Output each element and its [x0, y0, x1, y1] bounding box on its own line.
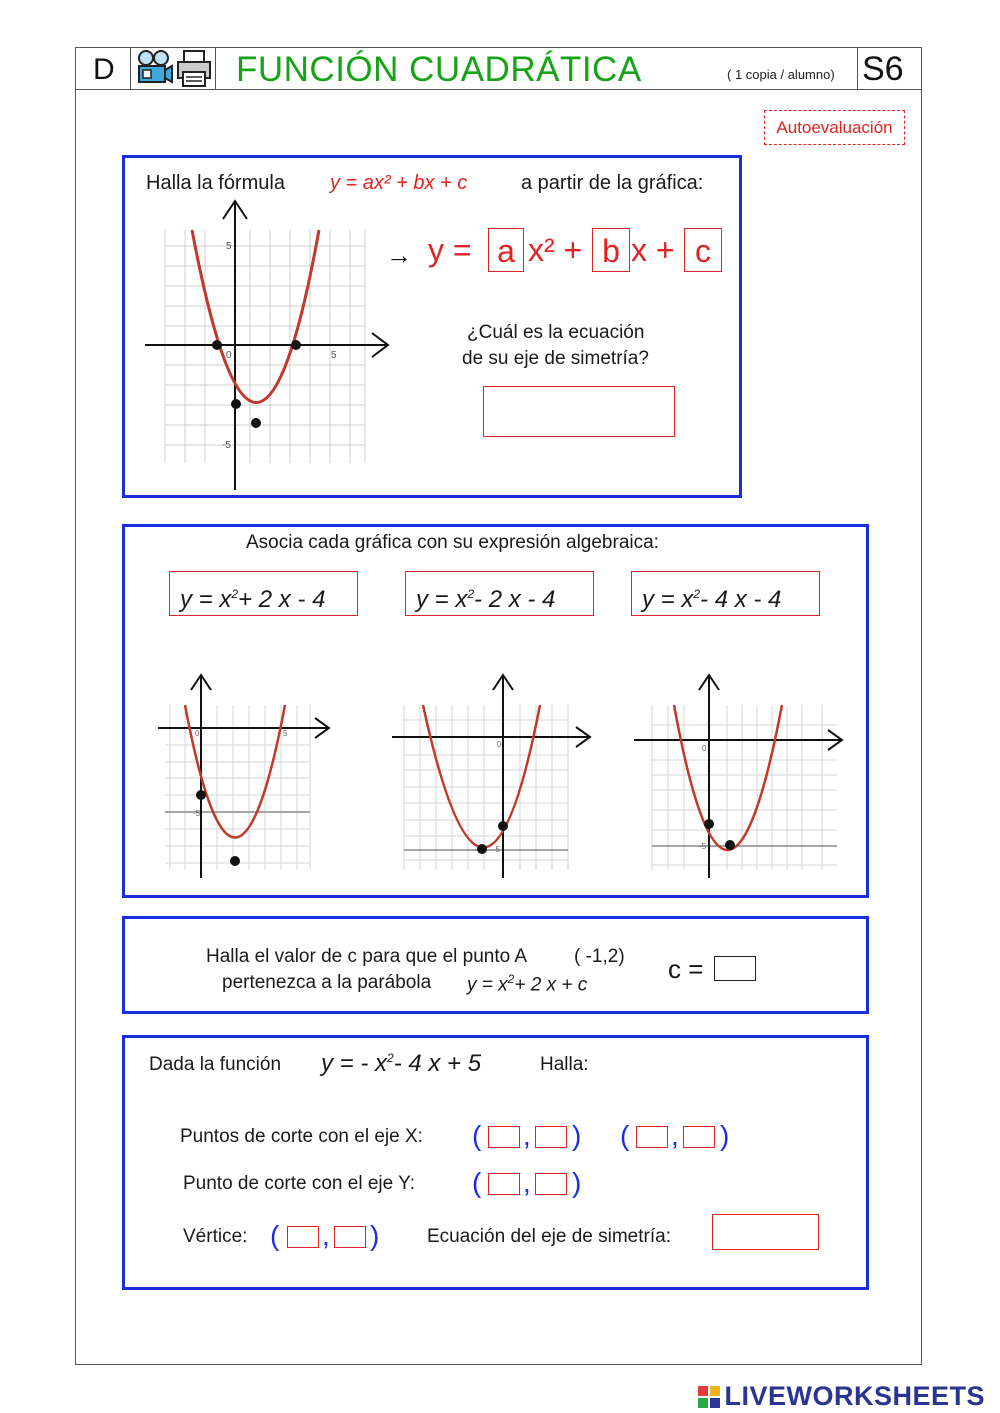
s4-x2-x-input[interactable] — [636, 1126, 668, 1148]
s4-y-comma: , — [523, 1167, 531, 1198]
header-letter: D — [93, 53, 115, 86]
s4-v-y-input[interactable] — [334, 1226, 366, 1248]
brand-name: LIVEWORKSHEETS — [724, 1381, 985, 1411]
s1-question-line2: de su eje de simetría? — [462, 348, 649, 369]
liveworksheets-mark-icon — [698, 1386, 720, 1408]
s1-point-root-left — [212, 340, 222, 350]
autoevaluacion-button[interactable]: Autoevaluación — [764, 110, 905, 145]
s1-tick-origin: 0 — [226, 350, 232, 361]
s4-y-y-input[interactable] — [535, 1173, 567, 1195]
s1-formula: y = ax² + bx + c — [330, 172, 468, 194]
sheet-code: S6 — [862, 50, 904, 88]
s2-opt2-exp: 2 — [467, 587, 475, 601]
s4-v-open: ( — [270, 1220, 280, 1251]
s1-tick-ym5: -5 — [222, 440, 231, 451]
s1-box-b[interactable]: b — [592, 228, 630, 272]
s1-symmetry-answer-input[interactable] — [483, 386, 675, 437]
s1-x2-term: x² + — [528, 232, 583, 268]
s2-g1-tick-x: 5 — [283, 729, 288, 738]
page-title: FUNCIÓN CUADRÁTICA — [236, 50, 642, 89]
header-icons-cell — [131, 47, 216, 90]
s1-box-c[interactable]: c — [684, 228, 722, 272]
s4-v-x-input[interactable] — [287, 1226, 319, 1248]
s4-y-x-input[interactable] — [488, 1173, 520, 1195]
s4-x1-comma: , — [523, 1120, 531, 1151]
s4-function — [321, 1050, 481, 1078]
s4-function-post: - 4 x + 5 — [393, 1050, 482, 1077]
s4-v-close: ) — [370, 1220, 380, 1251]
s3-c-label: c = — [668, 954, 704, 984]
s1-question-line1: ¿Cuál es la ecuación — [467, 322, 645, 343]
s1-tick-x5: 5 — [331, 350, 337, 361]
s4-dada: Dada la función — [149, 1054, 282, 1075]
s1-box-a[interactable]: a — [488, 228, 524, 272]
s3-point: ( -1,2) — [574, 946, 625, 967]
s1-prompt: Halla la fórmula — [146, 172, 285, 194]
s4-x2-close: ) — [720, 1120, 730, 1151]
s2-g3-point-y-intercept — [704, 819, 714, 829]
s2-g1-point-y-intercept — [196, 790, 206, 800]
s2-graph-2[interactable] — [390, 670, 595, 880]
header-divider-right — [857, 47, 858, 90]
s2-opt2-pre: y = x — [416, 586, 468, 613]
s2-opt3-pre: y = x — [642, 586, 694, 613]
s1-point-root-right — [291, 340, 301, 350]
s2-option-2[interactable] — [405, 571, 594, 616]
s2-g3-tick-y: -5 — [699, 842, 707, 851]
s1-parabola-curve — [192, 230, 319, 403]
s2-g2-point-vertex — [477, 844, 487, 854]
projector-icon — [134, 48, 174, 88]
s4-x1-y-input[interactable] — [535, 1126, 567, 1148]
printer-icon — [174, 48, 214, 88]
s4-x2-y-input[interactable] — [683, 1126, 715, 1148]
s3-formula-post: + 2 x + c — [514, 974, 588, 996]
s4-y-close: ) — [572, 1167, 582, 1198]
s2-g2-tick-y: -5 — [493, 845, 501, 854]
s4-v-comma: , — [322, 1220, 330, 1251]
s1-arrow: → — [386, 240, 412, 270]
s4-x1-open: ( — [472, 1120, 482, 1151]
s1-prompt-end: a partir de la gráfica: — [521, 172, 704, 194]
s1-tick-y5: 5 — [226, 241, 232, 252]
s1-x-term: x + — [631, 232, 675, 268]
s2-g1-origin: 0 — [195, 729, 200, 738]
s1-parabola-graph — [140, 195, 395, 495]
s4-vertice-label: Vértice: — [183, 1226, 248, 1247]
s3-c-answer-input[interactable] — [714, 956, 756, 981]
s2-g3-origin: 0 — [702, 744, 707, 753]
s2-opt3-exp: 2 — [693, 587, 701, 601]
s2-opt1-post: + 2 x - 4 — [238, 586, 326, 613]
s2-graph-1[interactable] — [155, 670, 335, 880]
s4-function-exp: 2 — [387, 1051, 394, 1065]
s2-opt1-pre: y = x — [180, 586, 232, 613]
s4-corte-y-label: Punto de corte con el eje Y: — [183, 1173, 416, 1194]
s4-halla: Halla: — [540, 1054, 589, 1075]
s2-g2-point-y-intercept — [498, 821, 508, 831]
s4-x1-close: ) — [572, 1120, 582, 1151]
s4-x2-comma: , — [671, 1120, 679, 1151]
s2-g2-origin: 0 — [497, 740, 502, 749]
s3-formula-exp: 2 — [507, 972, 515, 986]
s4-x1-x-input[interactable] — [488, 1126, 520, 1148]
s2-option-1[interactable] — [169, 571, 358, 616]
s2-g3-point-vertex — [725, 840, 735, 850]
liveworksheets-logo[interactable] — [698, 1381, 985, 1412]
s3-line1: Halla el valor de c para que el punto A — [206, 946, 528, 967]
s1-grid — [165, 230, 365, 463]
s2-opt2-post: - 2 x - 4 — [474, 586, 556, 613]
s3-formula — [467, 972, 587, 996]
s4-cortes-x-label: Puntos de corte con el eje X: — [180, 1126, 423, 1147]
s2-opt3-post: - 4 x - 4 — [700, 586, 782, 613]
s4-function-pre: y = - x — [321, 1050, 388, 1077]
s3-line2: pertenezca a la parábola — [222, 972, 432, 993]
s4-eje-label: Ecuación del eje de simetría: — [427, 1226, 671, 1247]
s2-graph-3[interactable] — [632, 670, 847, 880]
s2-option-3[interactable] — [631, 571, 820, 616]
s4-y-open: ( — [472, 1167, 482, 1198]
s2-g1-point-vertex — [230, 856, 240, 866]
s4-eje-input[interactable] — [712, 1214, 819, 1250]
copies-note: ( 1 copia / alumno) — [727, 67, 835, 82]
s2-prompt: Asocia cada gráfica con su expresión algebraica: — [246, 532, 659, 553]
s1-point-y-intercept — [231, 399, 241, 409]
s2-g1-tick-y: -5 — [193, 809, 201, 818]
s1-point-vertex — [251, 418, 261, 428]
header-letter-cell — [75, 47, 131, 90]
s1-eq-prefix: y = — [428, 232, 472, 268]
s2-opt1-exp: 2 — [231, 587, 239, 601]
s3-formula-pre: y = x — [467, 974, 508, 996]
s4-x2-open: ( — [620, 1120, 630, 1151]
